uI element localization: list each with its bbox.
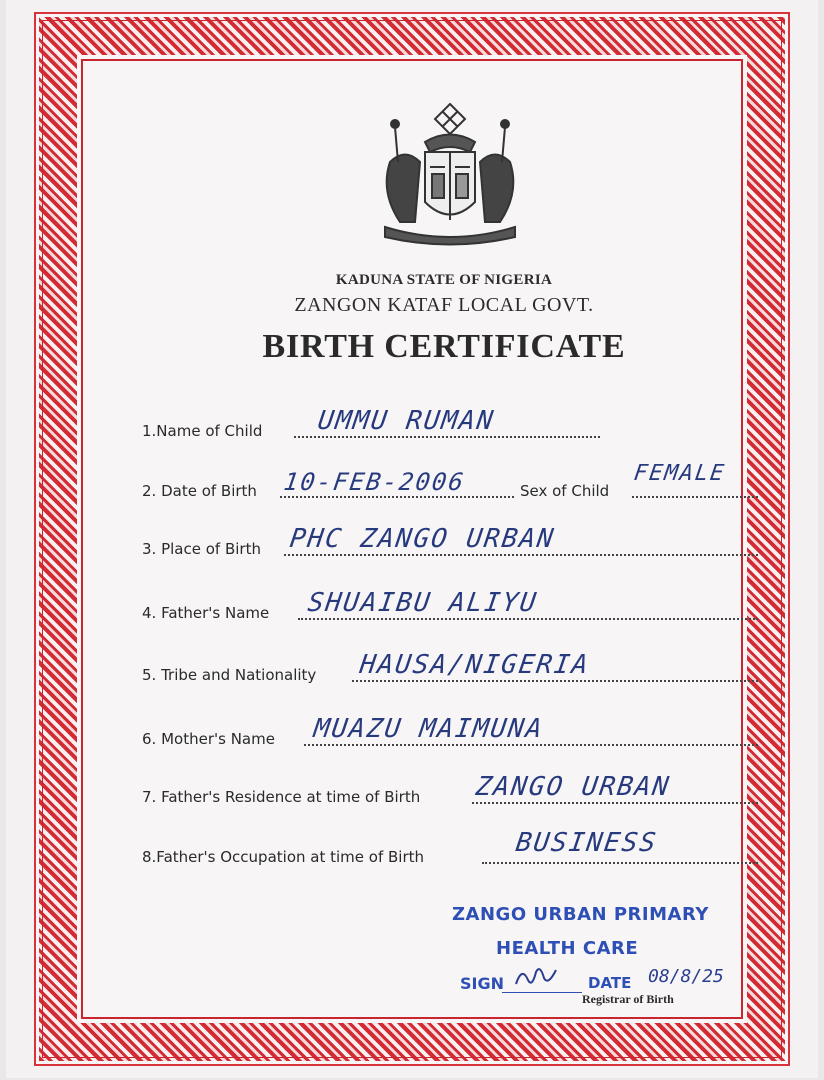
field-place-of-birth xyxy=(142,520,758,560)
field-label: 8.Father's Occupation at time of Birth xyxy=(142,848,425,866)
field-label: 7. Father's Residence at time of Birth xyxy=(142,788,421,806)
registrar-label: Registrar of Birth xyxy=(582,992,674,1006)
dotted-line xyxy=(284,554,758,556)
sex-value: FEMALE xyxy=(632,461,728,486)
certificate-title: BIRTH CERTIFICATE xyxy=(262,328,626,365)
field-label: 2. Date of Birth xyxy=(142,482,257,500)
field-value: BUSINESS xyxy=(513,828,660,858)
dotted-line xyxy=(472,802,758,804)
field-value: HAUSA/NIGERIA xyxy=(357,650,592,680)
lga-name: ZANGON KATAF LOCAL GOVT. xyxy=(294,294,594,316)
stamp-sign-label: SIGN xyxy=(460,974,504,993)
field-value: PHC ZANGO URBAN xyxy=(287,524,557,554)
field-fathers-residence xyxy=(142,768,758,808)
field-value: SHUAIBU ALIYU xyxy=(305,588,540,618)
field-mothers-name xyxy=(142,710,758,750)
document-paper xyxy=(6,0,818,1078)
stamp-line-1: ZANGO URBAN PRIMARY xyxy=(452,904,709,925)
sex-label: Sex of Child xyxy=(520,482,610,500)
field-label: 5. Tribe and Nationality xyxy=(142,666,317,684)
field-fathers-occupation xyxy=(142,828,758,868)
decorative-border-frame xyxy=(34,12,790,1066)
field-fathers-name xyxy=(142,584,758,624)
field-value: 10-FEB-2006 xyxy=(282,468,467,496)
field-label: 4. Father's Name xyxy=(142,604,270,622)
dotted-line xyxy=(280,496,514,498)
field-value: MUAZU MAIMUNA xyxy=(311,714,546,744)
certificate-content xyxy=(112,72,776,1042)
dotted-line xyxy=(304,744,758,746)
stamp-line-2: HEALTH CARE xyxy=(496,938,639,959)
signature-line xyxy=(502,992,582,993)
field-date-of-birth xyxy=(142,462,758,502)
field-value: ZANGO URBAN xyxy=(473,772,673,802)
dotted-line xyxy=(632,496,758,498)
stamp-date-label: DATE xyxy=(588,974,632,992)
dotted-line xyxy=(352,680,758,682)
field-label: 3. Place of Birth xyxy=(142,540,261,558)
dotted-line xyxy=(298,618,758,620)
dotted-line xyxy=(294,436,600,438)
health-care-stamp xyxy=(452,902,772,1012)
field-value: UMMU RUMAN xyxy=(315,406,497,436)
state-name: KADUNA STATE OF NIGERIA xyxy=(335,272,553,288)
field-label: 6. Mother's Name xyxy=(142,730,275,748)
coat-of-arms-icon xyxy=(370,102,530,252)
signature-mark xyxy=(512,962,562,992)
field-tribe-nationality xyxy=(142,646,758,686)
field-label: 1.Name of Child xyxy=(142,422,263,440)
field-name-of-child xyxy=(142,402,758,442)
stamp-date-value: 08/8/25 xyxy=(648,966,724,987)
dotted-line xyxy=(482,862,758,864)
